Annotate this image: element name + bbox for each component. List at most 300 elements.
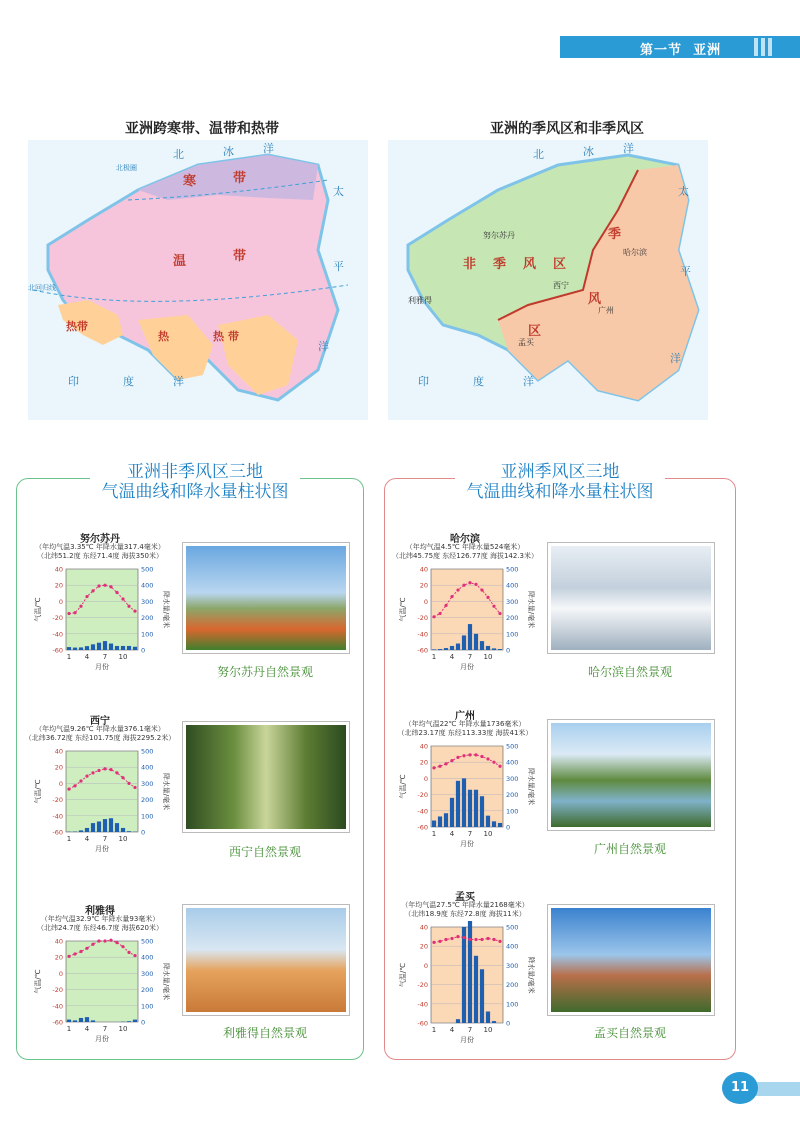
- temp-point: [133, 786, 136, 789]
- temp-point: [474, 583, 477, 586]
- x-tick: 4: [84, 835, 90, 843]
- y-right-label: 降水量/毫米: [162, 590, 170, 629]
- temp-point: [79, 950, 82, 953]
- y-left-tick: 0: [58, 779, 63, 788]
- map-left-label-5: 温: [173, 254, 187, 269]
- temp-point: [432, 615, 435, 618]
- precip-bar: [486, 646, 490, 650]
- panel-left-title-line2: 气温曲线和降水量柱状图: [101, 482, 289, 502]
- y-right-label: 降水量/毫米: [162, 962, 170, 1001]
- y-right-tick: 300: [506, 961, 519, 970]
- x-tick: 10: [483, 1026, 493, 1034]
- panel-left-title: [90, 462, 300, 502]
- precip-bar: [462, 635, 466, 650]
- city-info1-xining: （年均气温9.26℃ 年降水量376.1毫米）: [35, 725, 165, 733]
- map-left-label-4: 带: [233, 171, 247, 186]
- temp-point: [456, 756, 459, 759]
- precip-bar: [91, 644, 95, 650]
- y-left-tick: -20: [417, 614, 428, 623]
- plot-area: [431, 927, 503, 1023]
- y-left-label: 气温/℃: [34, 969, 42, 994]
- y-right-tick: 300: [506, 774, 519, 783]
- x-axis-label: 月份: [460, 1036, 474, 1044]
- map-right-label-6: 区: [553, 257, 567, 272]
- chapter-label: 亚洲: [693, 43, 722, 58]
- y-left-tick: 40: [419, 742, 428, 751]
- y-right-tick: 100: [506, 807, 519, 816]
- y-left-tick: 0: [423, 961, 428, 970]
- precip-bar: [85, 646, 89, 650]
- x-tick: 7: [467, 830, 473, 838]
- temp-point: [103, 767, 106, 770]
- x-axis-label: 月份: [95, 663, 109, 671]
- caption-mumbai: 孟买自然景观: [593, 1026, 666, 1040]
- precip-bar: [79, 1018, 83, 1022]
- city-info1-nursultan: （年均气温3.35℃ 年降水量317.4毫米）: [35, 543, 165, 551]
- temp-point: [468, 753, 471, 756]
- climate-zone-map: [28, 140, 368, 420]
- x-tick: 7: [102, 653, 108, 661]
- y-left-label: 气温/℃: [399, 597, 407, 622]
- city-name-guangzhou: 广州: [455, 711, 475, 722]
- precip-bar: [121, 646, 125, 650]
- city-info2-riyadh: （北纬24.7度 东经46.7度 海拔620米）: [37, 924, 163, 932]
- x-tick: 1: [431, 1026, 437, 1034]
- temp-point: [91, 589, 94, 592]
- y-right-tick: 500: [506, 565, 519, 574]
- temp-point: [121, 776, 124, 779]
- map-left-label-6: 带: [233, 249, 247, 264]
- precip-bar: [73, 648, 77, 650]
- temp-point: [67, 955, 70, 958]
- temp-point: [468, 938, 471, 941]
- panel-right-title-line1: 亚洲季风区三地: [500, 462, 620, 482]
- temp-point: [133, 610, 136, 613]
- caption-guangzhou: 广州自然景观: [593, 842, 666, 856]
- y-right-tick: 0: [141, 1018, 146, 1027]
- temp-point: [486, 757, 489, 760]
- climate-chart-riyadh: [30, 935, 170, 1050]
- precip-bar: [67, 647, 71, 650]
- y-right-tick: 500: [506, 742, 519, 751]
- y-left-tick: -20: [417, 981, 428, 990]
- y-right-tick: 400: [506, 581, 519, 590]
- precip-bar: [133, 1020, 137, 1022]
- map-right-label-13: 印: [418, 375, 429, 388]
- temp-point: [109, 768, 112, 771]
- map-city-2: 利雅得: [408, 296, 432, 305]
- panel-left-title-line1: 亚洲非季风区三地: [127, 462, 263, 482]
- map-left-label-1: 冰: [223, 145, 234, 158]
- precip-bar: [432, 821, 436, 827]
- x-tick: 4: [84, 653, 90, 661]
- precip-bar: [103, 819, 107, 832]
- precip-bar: [67, 1020, 71, 1022]
- map-right-label-14: 度: [473, 375, 484, 388]
- x-axis-label: 月份: [95, 845, 109, 853]
- y-left-label: 气温/℃: [399, 774, 407, 799]
- city-info2-nursultan: （北纬51.2度 东经71.4度 海拔350米）: [37, 552, 163, 560]
- temp-point: [115, 591, 118, 594]
- precip-bar: [438, 649, 442, 650]
- precip-bar: [498, 823, 502, 827]
- y-right-tick: 200: [141, 614, 154, 623]
- temp-point: [438, 765, 441, 768]
- plot-area: [431, 569, 503, 650]
- precip-bar: [115, 646, 119, 650]
- caption-harbin: 哈尔滨自然景观: [587, 665, 672, 679]
- x-axis-label: 月份: [460, 663, 474, 671]
- x-tick: 10: [118, 1025, 128, 1033]
- y-right-tick: 200: [506, 614, 519, 623]
- y-left-tick: 0: [58, 969, 63, 978]
- x-tick: 4: [84, 1025, 90, 1033]
- temp-point: [492, 938, 495, 941]
- temp-point: [67, 787, 70, 790]
- precip-bar: [109, 644, 113, 650]
- temp-point: [444, 938, 447, 941]
- temp-point: [438, 612, 441, 615]
- y-right-tick: 400: [141, 763, 154, 772]
- x-tick: 10: [118, 835, 128, 843]
- precip-bar: [456, 1019, 460, 1023]
- y-right-tick: 500: [141, 565, 154, 574]
- temp-point: [85, 775, 88, 778]
- precip-bar: [486, 1011, 490, 1023]
- precip-bar: [468, 921, 472, 1023]
- temp-point: [133, 954, 136, 957]
- map-city-0: 努尔苏丹: [483, 231, 515, 240]
- y-left-tick: -40: [52, 812, 63, 821]
- precip-bar: [127, 646, 131, 650]
- precip-bar: [73, 1020, 77, 1022]
- y-right-tick: 500: [141, 747, 154, 756]
- x-tick: 1: [66, 653, 72, 661]
- precip-bar: [480, 796, 484, 827]
- city-info1-harbin: （年均气温4.5℃ 年降水量524毫米）: [405, 543, 525, 551]
- temp-point: [498, 612, 501, 615]
- precip-bar: [97, 821, 101, 832]
- map-right-label-12: 洋: [670, 352, 681, 365]
- temp-point: [127, 951, 130, 954]
- precip-bar: [121, 828, 125, 832]
- precip-bar: [474, 956, 478, 1023]
- photo-mumbai: [548, 905, 714, 1015]
- precip-bar: [492, 648, 496, 650]
- y-left-tick: -40: [417, 807, 428, 816]
- map-right-label-3: 非: [463, 257, 477, 272]
- y-right-tick: 200: [141, 796, 154, 805]
- panel-right-title: [455, 462, 665, 502]
- map-right-label-11: 平: [680, 265, 691, 278]
- city-name-nursultan: 努尔苏丹: [80, 534, 120, 545]
- precip-bar: [456, 781, 460, 827]
- temp-point: [444, 604, 447, 607]
- map-right-label-1: 冰: [583, 145, 594, 158]
- caption-nursultan: 努尔苏丹自然景观: [216, 665, 313, 679]
- y-right-tick: 500: [506, 923, 519, 932]
- y-right-tick: 300: [141, 597, 154, 606]
- photo-guangzhou: [548, 720, 714, 830]
- precip-bar: [438, 816, 442, 827]
- map-left-label-10: 带: [228, 330, 239, 343]
- monsoon-region-map: [388, 140, 708, 420]
- x-tick: 7: [467, 1026, 473, 1034]
- page-number: 11: [722, 1072, 758, 1104]
- map-right-title: 亚洲的季风区和非季风区: [490, 121, 644, 137]
- map-right-label-9: 区: [528, 324, 542, 339]
- y-right-label: 降水量/毫米: [527, 767, 535, 806]
- temp-point: [115, 941, 118, 944]
- y-left-tick: -20: [52, 614, 63, 623]
- map-left-label-0: 北: [173, 148, 184, 161]
- temp-point: [121, 945, 124, 948]
- temp-point: [462, 936, 465, 939]
- city-info1-guangzhou: （年均气温22℃ 年降水量1736毫米）: [404, 720, 526, 728]
- temp-point: [450, 595, 453, 598]
- city-name-riyadh: 利雅得: [85, 906, 115, 917]
- y-left-tick: 20: [54, 581, 63, 590]
- temp-point: [468, 581, 471, 584]
- x-tick: 10: [483, 653, 493, 661]
- y-left-tick: 40: [419, 565, 428, 574]
- y-left-tick: -40: [52, 1002, 63, 1011]
- temp-point: [492, 761, 495, 764]
- map-left-label-17: 北回归线: [28, 284, 56, 292]
- section-header: [640, 39, 721, 58]
- y-right-tick: 300: [141, 969, 154, 978]
- x-axis-label: 月份: [95, 1035, 109, 1043]
- precip-bar: [462, 778, 466, 827]
- precip-bar: [432, 649, 436, 650]
- temp-point: [456, 935, 459, 938]
- y-right-tick: 200: [141, 986, 154, 995]
- y-right-tick: 100: [141, 812, 154, 821]
- temp-point: [97, 584, 100, 587]
- y-left-tick: 20: [419, 758, 428, 767]
- temp-point: [432, 766, 435, 769]
- y-right-tick: 400: [506, 942, 519, 951]
- map-right-label-7: 季: [608, 227, 622, 242]
- x-tick: 4: [449, 653, 455, 661]
- y-left-tick: 20: [54, 953, 63, 962]
- photo-nursultan: [183, 543, 349, 653]
- temp-point: [486, 937, 489, 940]
- temp-point: [73, 611, 76, 614]
- y-left-label: 气温/℃: [34, 779, 42, 804]
- y-right-label: 降水量/毫米: [527, 590, 535, 629]
- y-left-tick: 40: [54, 747, 63, 756]
- y-right-tick: 300: [506, 597, 519, 606]
- temp-point: [103, 584, 106, 587]
- precip-bar: [462, 927, 466, 1023]
- map-city-4: 广州: [598, 306, 614, 315]
- y-left-label: 气温/℃: [399, 962, 407, 988]
- caption-riyadh: 利雅得自然景观: [222, 1026, 307, 1040]
- map-left-label-11: 太: [333, 185, 344, 198]
- y-right-tick: 300: [141, 779, 154, 788]
- map-right-label-15: 洋: [523, 375, 534, 388]
- temp-point: [97, 769, 100, 772]
- map-left-label-13: 洋: [318, 340, 329, 353]
- temp-point: [97, 939, 100, 942]
- temp-point: [121, 597, 124, 600]
- y-left-tick: -60: [417, 1019, 428, 1028]
- temp-point: [492, 605, 495, 608]
- header-decoration: [754, 38, 772, 56]
- temp-point: [79, 779, 82, 782]
- precip-bar: [480, 641, 484, 650]
- x-tick: 10: [118, 653, 128, 661]
- y-right-tick: 400: [141, 953, 154, 962]
- y-left-tick: -20: [52, 796, 63, 805]
- precip-bar: [97, 643, 101, 650]
- y-right-label: 降水量/毫米: [527, 956, 535, 994]
- precip-bar: [456, 644, 460, 650]
- x-tick: 7: [467, 653, 473, 661]
- y-left-tick: -60: [417, 646, 428, 655]
- temp-point: [456, 588, 459, 591]
- photo-riyadh: [183, 905, 349, 1015]
- y-left-tick: -60: [52, 646, 63, 655]
- map-left-label-16: 洋: [173, 375, 184, 388]
- y-left-tick: 0: [423, 774, 428, 783]
- temp-point: [73, 784, 76, 787]
- y-left-tick: 20: [419, 942, 428, 951]
- precip-bar: [79, 647, 83, 650]
- y-left-tick: -40: [417, 630, 428, 639]
- map-left-label-9: 热: [213, 330, 224, 343]
- precip-bar: [480, 969, 484, 1023]
- x-axis-label: 月份: [460, 840, 474, 848]
- section-label: 第一节: [640, 43, 683, 58]
- precip-bar: [492, 821, 496, 827]
- temp-point: [67, 612, 70, 615]
- y-right-tick: 0: [141, 828, 146, 837]
- precip-bar: [492, 1021, 496, 1023]
- temp-point: [103, 939, 106, 942]
- y-right-tick: 100: [506, 1000, 519, 1009]
- precip-bar: [468, 790, 472, 827]
- x-tick: 4: [449, 830, 455, 838]
- precip-bar: [486, 816, 490, 827]
- temp-point: [450, 759, 453, 762]
- y-left-tick: 0: [58, 597, 63, 606]
- temp-point: [115, 771, 118, 774]
- map-city-5: 孟买: [518, 338, 534, 347]
- precip-bar: [91, 1020, 95, 1022]
- y-right-tick: 100: [141, 630, 154, 639]
- precip-bar: [127, 831, 131, 832]
- photo-xining: [183, 722, 349, 832]
- y-right-tick: 100: [141, 1002, 154, 1011]
- map-left-label-3: 寒: [183, 174, 197, 189]
- temp-point: [438, 940, 441, 943]
- y-right-tick: 400: [141, 581, 154, 590]
- precip-bar: [127, 1021, 131, 1022]
- temp-point: [127, 605, 130, 608]
- city-info2-mumbai: （北纬18.9度 东经72.8度 海拔11米）: [404, 910, 526, 918]
- y-left-label: 气温/℃: [34, 597, 42, 622]
- temp-point: [127, 782, 130, 785]
- temp-point: [109, 939, 112, 942]
- plot-area: [66, 751, 138, 832]
- y-right-tick: 200: [506, 791, 519, 800]
- caption-xining: 西宁自然景观: [228, 845, 301, 859]
- y-right-tick: 500: [141, 937, 154, 946]
- map-left-label-14: 印: [68, 375, 79, 388]
- y-right-tick: 0: [141, 646, 146, 655]
- temp-point: [462, 584, 465, 587]
- x-tick: 7: [102, 835, 108, 843]
- temp-point: [474, 753, 477, 756]
- precip-bar: [115, 823, 119, 832]
- city-info2-guangzhou: （北纬23.17度 东经113.33度 海拔41米）: [397, 729, 533, 737]
- temp-point: [73, 952, 76, 955]
- precip-bar: [498, 649, 502, 650]
- temp-point: [432, 941, 435, 944]
- x-tick: 1: [66, 1025, 72, 1033]
- x-tick: 1: [431, 653, 437, 661]
- precip-bar: [450, 646, 454, 650]
- y-left-tick: 40: [54, 937, 63, 946]
- temp-point: [91, 943, 94, 946]
- city-info1-mumbai: （年均气温27.5℃ 年降水量2168毫米）: [401, 901, 529, 909]
- map-left-label-15: 度: [123, 375, 134, 388]
- photo-harbin: [548, 543, 714, 653]
- x-tick: 4: [449, 1026, 455, 1034]
- temp-point: [480, 755, 483, 758]
- city-info1-riyadh: （年均气温32.9℃ 年降水量93毫米）: [40, 915, 160, 923]
- climate-chart-guangzhou: [395, 740, 535, 855]
- temp-point: [486, 596, 489, 599]
- y-left-tick: -60: [52, 828, 63, 837]
- y-left-tick: -40: [417, 1000, 428, 1009]
- temp-point: [85, 595, 88, 598]
- map-city-3: 哈尔滨: [623, 248, 647, 257]
- climate-chart-xining: [30, 745, 170, 860]
- precip-bar: [474, 790, 478, 827]
- y-left-tick: -20: [417, 791, 428, 800]
- precip-bar: [79, 830, 83, 832]
- map-left-label-18: 北极圈: [116, 164, 137, 172]
- temp-point: [498, 765, 501, 768]
- temp-point: [474, 938, 477, 941]
- map-left-label-7: 热带: [66, 320, 88, 333]
- precip-bar: [85, 828, 89, 832]
- y-left-tick: 20: [419, 581, 428, 590]
- y-left-tick: 20: [54, 763, 63, 772]
- map-right-label-10: 太: [678, 185, 689, 198]
- y-right-tick: 100: [506, 630, 519, 639]
- city-name-mumbai: 孟买: [455, 892, 475, 903]
- climate-chart-nursultan: [30, 563, 170, 678]
- temp-point: [480, 938, 483, 941]
- map-left-label-12: 平: [333, 260, 344, 273]
- y-left-tick: -40: [52, 630, 63, 639]
- map-left-label-8: 热: [158, 330, 169, 343]
- temp-point: [450, 937, 453, 940]
- precip-bar: [103, 641, 107, 650]
- temp-point: [498, 940, 501, 943]
- city-name-xining: 西宁: [90, 716, 110, 727]
- city-name-harbin: 哈尔滨: [450, 534, 480, 545]
- map-right-label-0: 北: [533, 148, 544, 161]
- map-left-title: 亚洲跨寒带、温带和热带: [125, 121, 279, 137]
- city-info2-xining: （北纬36.72度 东经101.75度 海拔2295.2米）: [24, 734, 176, 742]
- y-left-tick: -60: [52, 1018, 63, 1027]
- y-right-tick: 0: [506, 823, 511, 832]
